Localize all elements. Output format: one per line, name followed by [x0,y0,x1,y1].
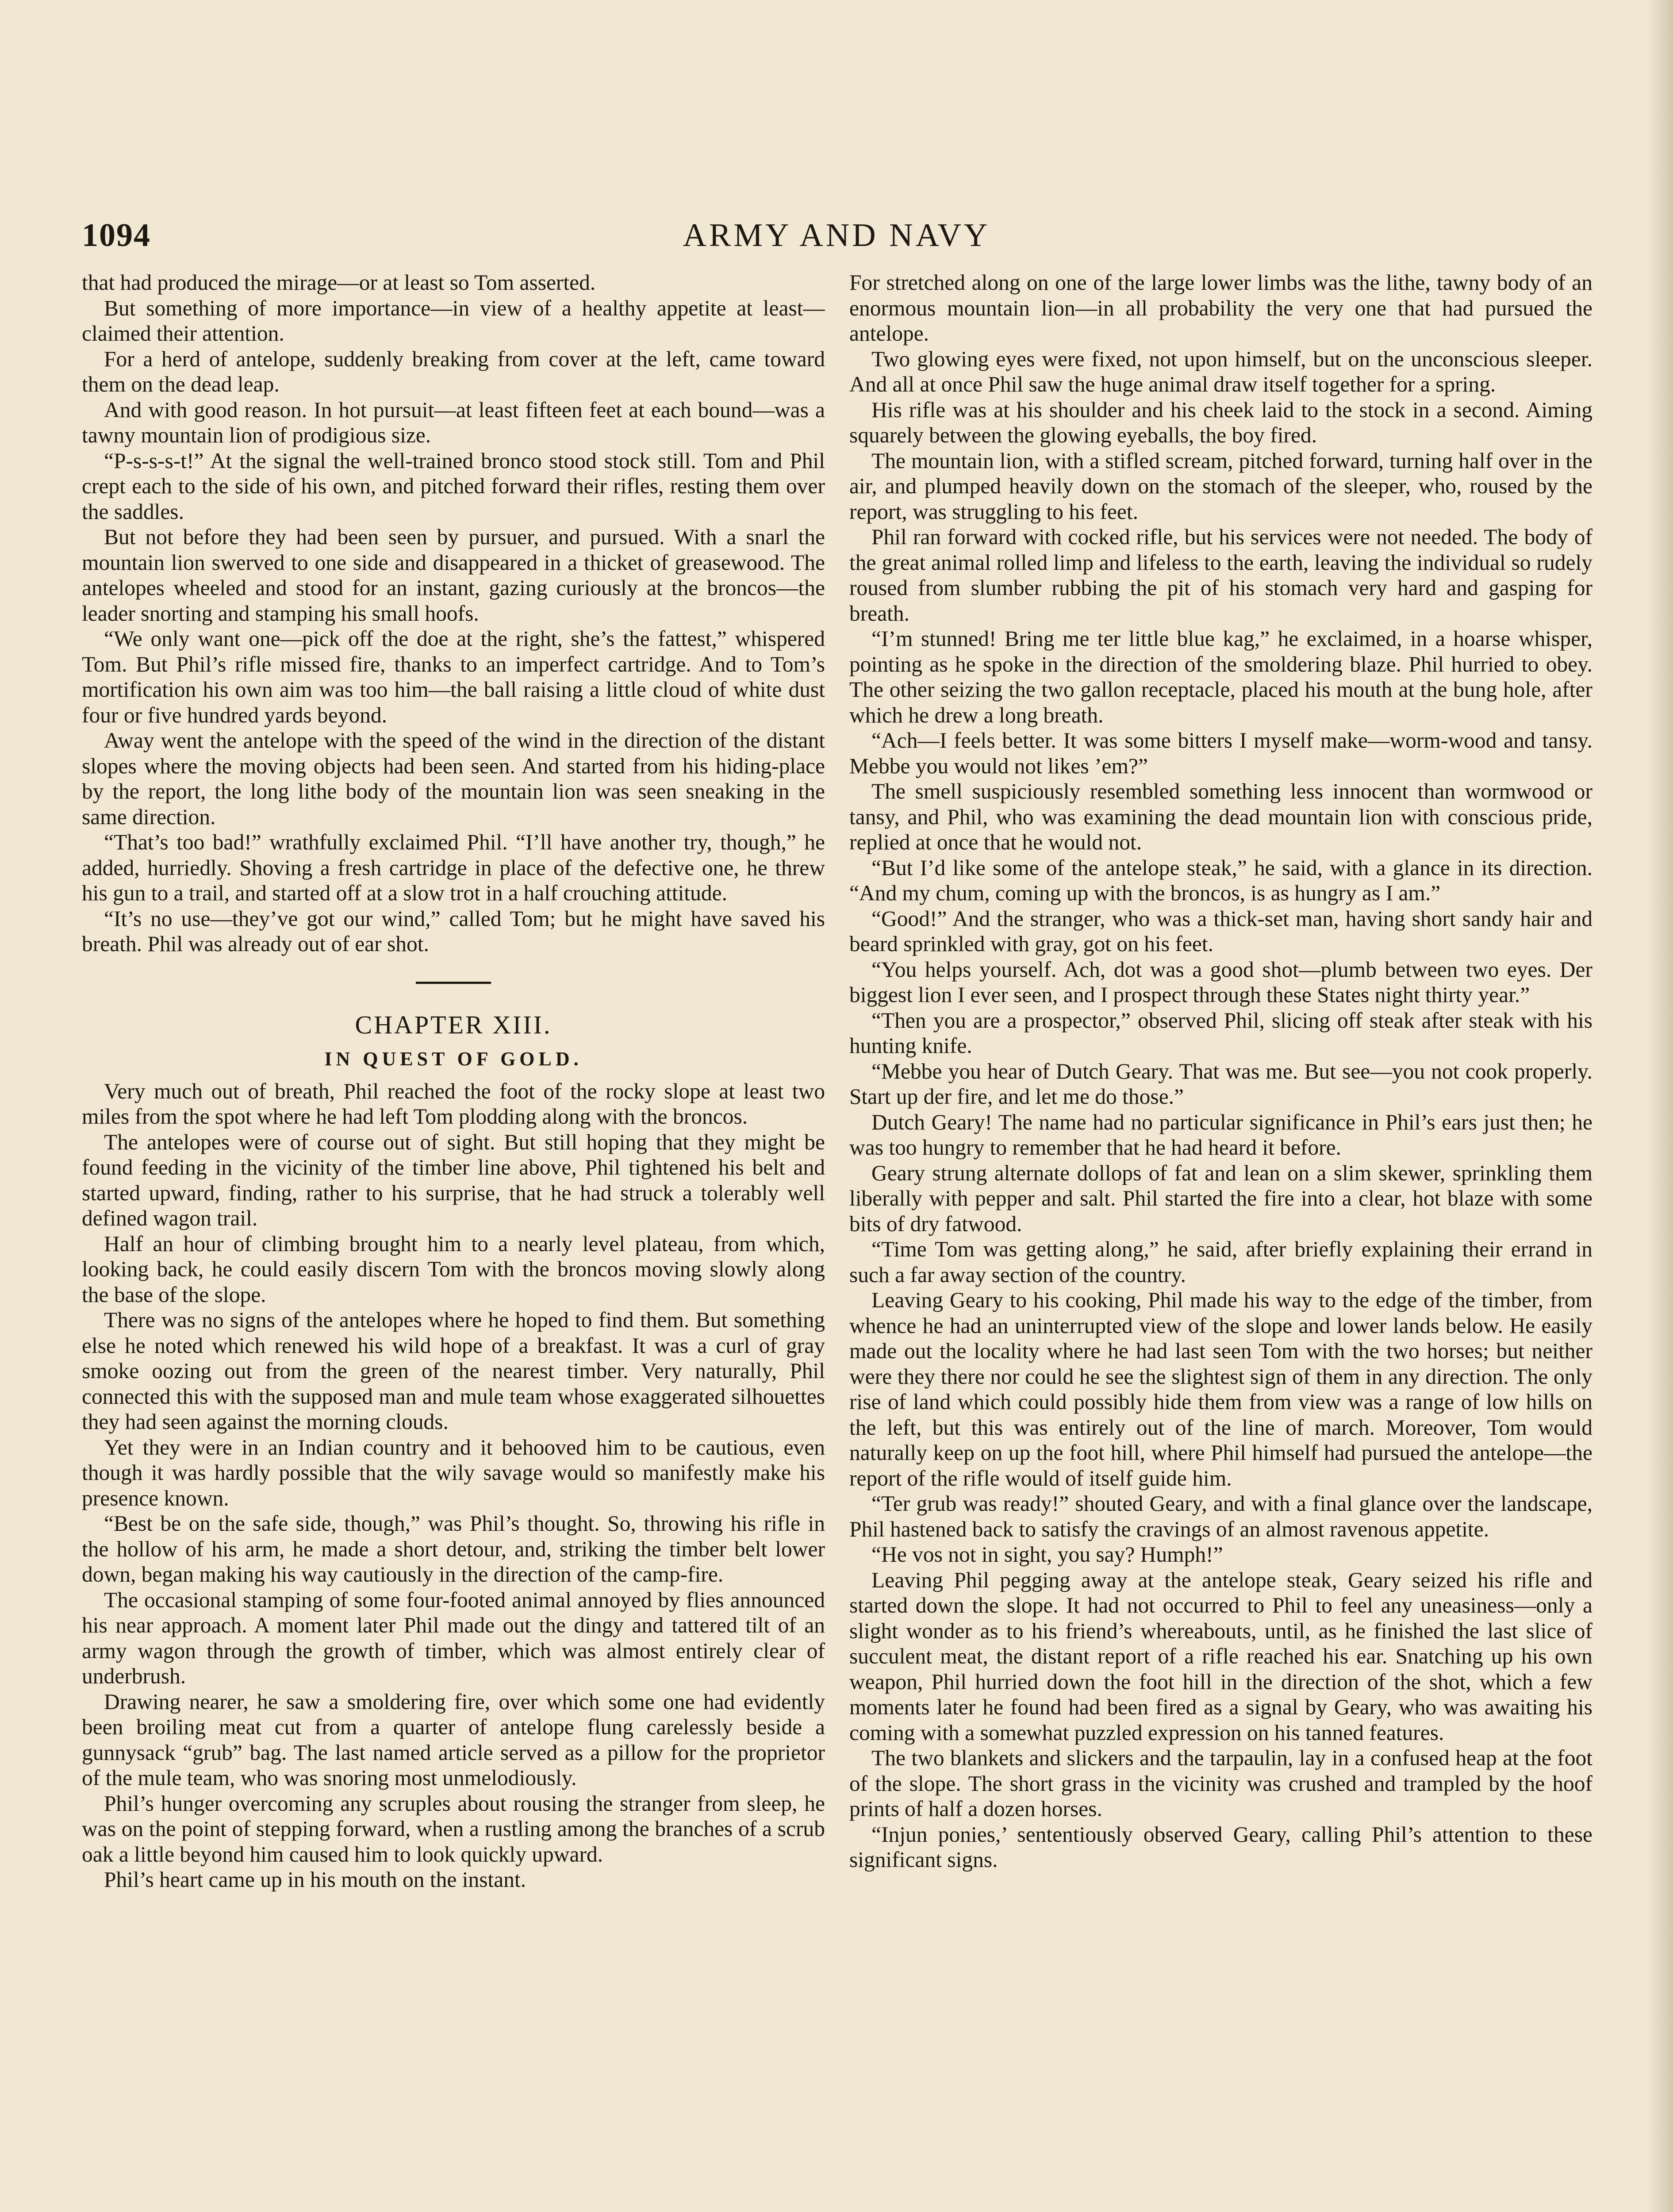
paragraph: “Mebbe you hear of Dutch Geary. That was me. But see—you not cook properly. Start up der fire, and let me do those.” [849,1059,1592,1109]
paragraph: “That’s too bad!” wrathfully exclaimed Phil. “I’ll have another try, though,” he added, hurriedly. Shoving a fresh cartridge in place of the defective one, he threw his gun to a trail, and started off at a slow trot in a half crouching attitude. [82,830,825,905]
paragraph: For a herd of antelope, suddenly breaking from cover at the left, came toward them on the dead leap. [82,346,825,396]
paragraph: There was no signs of the antelopes where he hoped to find them. But something else he noted which renewed his wild hope of a breakfast. It was a curl of gray smoke oozing out from the green of the nearest timber. Very naturally, Phil connected this with the supposed man and mule team whose exaggerated silhouettes they had seen against the morning clouds. [82,1308,825,1434]
section-divider [416,982,491,984]
paragraph: “Good!” And the stranger, who was a thick-set man, having short sandy hair and beard sprinkled with gray, got on his feet. [849,906,1592,956]
paragraph: Drawing nearer, he saw a smoldering fire, over which some one had evidently been broiling meat cut from a quarter of antelope flung carelessly beside a gunnysack “grub” bag. The last named article served as a pillow for the proprietor of the mule team, who was snoring most unmelodiously. [82,1689,825,1790]
paragraph: Dutch Geary! The name had no particular significance in Phil’s ears just then; he was too hungry to remember that he had heard it before. [849,1110,1592,1160]
right-paragraphs [849,270,1592,1873]
paragraph: “But I’d like some of the antelope steak,” he said, with a glance in its direction. “And my chum, coming up with the broncos, is as hungry as I am.” [849,855,1592,905]
right-column [849,270,1592,2212]
paragraph: Phil’s hunger overcoming any scruples about rousing the stranger from sleep, he was on the point of stepping forward, when a rustling among the branches of a scrub oak a little beyond him caused him to look quickly upward. [82,1791,825,1866]
paragraph: The antelopes were of course out of sight. But still hoping that they might be found feeding in the vicinity of the timber line above, Phil tightened his belt and started upward, finding, rather to his surprise, that he had struck a tolerably well defined wagon trail. [82,1129,825,1230]
left-paragraphs-after-chapter [82,1079,825,1893]
paragraph: “Ach—I feels better. It was some bitters I myself make—worm-wood and tansy. Mebbe you would not likes ’em?” [849,728,1592,778]
paragraph: Very much out of breath, Phil reached the foot of the rocky slope at least two miles from the spot where he had left Tom plodding along with the broncos. [82,1079,825,1129]
paragraph: “I’m stunned! Bring me ter little blue kag,” he exclaimed, in a hoarse whisper, pointing as he spoke in the direction of the smoldering blaze. Phil hurried to obey. The other seizing the two gallon receptacle, placed his mouth at the bung hole, after which he drew a long breath. [849,626,1592,727]
paragraph: “Injun ponies,’ sententiously observed Geary, calling Phil’s attention to these significant signs. [849,1822,1592,1872]
paragraph: Two glowing eyes were fixed, not upon himself, but on the unconscious sleeper. And all at once Phil saw the huge animal draw itself together for a spring. [849,346,1592,396]
paragraph: “Ter grub was ready!” shouted Geary, and with a final glance over the landscape, Phil hastened back to satisfy the cravings of an almost ravenous appetite. [849,1491,1592,1541]
paragraph: Phil ran forward with cocked rifle, but his services were not needed. The body of the great animal rolled limp and lifeless to the earth, leaving the individual so rudely roused from slumber rubbing the pit of his stomach very hard and gasping for breath. [849,525,1592,626]
page-edge-shadow [1646,0,1673,2212]
paragraph: The smell suspiciously resembled something less innocent than wormwood or tansy, and Phil, who was examining the dead mountain lion with conscious pride, replied at once that he would not. [849,779,1592,854]
paragraph: Half an hour of climbing brought him to a nearly level plateau, from which, looking back, he could easily discern Tom with the broncos moving slowly along the base of the slope. [82,1231,825,1307]
left-paragraphs-before-chapter [82,270,825,957]
paragraph: Leaving Geary to his cooking, Phil made his way to the edge of the timber, from whence he had an uninterrupted view of the slope and lower lands below. He easily made out the locality where he had last seen Tom with the two horses; but neither were they there nor could he see the slightest sign of them in any direction. The only rise of land which could possibly hide them from view was a range of low hills on the left, but this was entirely out of the line of march. Moreover, Tom would naturally keep on up the foot hill, where Phil himself had pursued the antelope—the report of the rifle would of itself guide him. [849,1288,1592,1490]
paragraph: His rifle was at his shoulder and his cheek laid to the stock in a second. Aiming squarely between the glowing eyeballs, the boy fired. [849,397,1592,447]
paragraph: “Best be on the safe side, though,” was Phil’s thought. So, throwing his rifle in the hollow of his arm, he made a short detour, and, striking the timber belt lower down, began making his way cautiously in the direction of the camp-fire. [82,1511,825,1586]
paragraph: “Time Tom was getting along,” he said, after briefly explaining their errand in such a far away section of the country. [849,1237,1592,1287]
page-header [82,212,1591,261]
running-title: ARMY AND NAVY [683,217,990,253]
paragraph: Phil’s heart came up in his mouth on the instant. [104,1867,526,1892]
chapter-title: CHAPTER XIII. [355,1010,552,1039]
paragraph: The mountain lion, with a stifled scream, pitched forward, turning half over in the air, and plumped heavily down on the stomach of the sleeper, who, roused by the report, was struggling to his feet. [849,448,1592,524]
paragraph: But something of more importance—in view of a healthy appetite at least—claimed their attention. [82,296,825,346]
page-number: 1094 [82,217,151,253]
paragraph: “Then you are a prospector,” observed Phil, slicing off steak after steak with his hunting knife. [849,1008,1592,1058]
paragraph: “We only want one—pick off the doe at the right, she’s the fattest,” whispered Tom. But Phil’s rifle missed fire, thanks to an imperfect cartridge. And to Tom’s mortification his own aim was too him—the ball raising a little cloud of white dust four or five hundred yards beyond. [82,626,825,727]
paragraph: The occasional stamping of some four-footed animal annoyed by flies announced his near approach. A moment later Phil made out the dingy and tattered tilt of an army wagon through the growth of timber, which was almost entirely clear of underbrush. [82,1587,825,1688]
paragraph: “You helps yourself. Ach, dot was a good shot—plumb between two eyes. Der biggest lion I ever seen, and I prospect through these States night thirty year.” [849,957,1592,1007]
paragraph: But not before they had been seen by pursuer, and pursued. With a snarl the mountain lion swerved to one side and disappeared in a thicket of greasewood. The antelopes wheeled and stood for an instant, gazing curiously at the broncos—the leader snorting and stamping his small hoofs. [82,525,825,626]
paragraph: Yet they were in an Indian country and it behooved him to be cautious, even though it was hardly possible that the wily savage would so manifestly make his presence known. [82,1435,825,1510]
paragraph: The two blankets and slickers and the tarpaulin, lay in a confused heap at the foot of the slope. The short grass in the vicinity was crushed and trampled by the hoof prints of half a dozen horses. [849,1746,1592,1821]
paragraph: “P-s-s-s-t!” At the signal the well-trained bronco stood stock still. Tom and Phil crept each to the side of his own, and pitched forward their rifles, resting them over the saddles. [82,448,825,524]
chapter-subtitle: IN QUEST OF GOLD. [324,1048,583,1070]
paragraph: “He vos not in sight, you say? Humph!” [871,1542,1223,1567]
paragraph: And with good reason. In hot pursuit—at least fifteen feet at each bound—was a tawny mountain lion of prodigious size. [82,397,825,447]
paragraph: For stretched along on one of the large lower limbs was the lithe, tawny body of an enormous mountain lion—in all probability the very one that had pursued the antelope. [849,270,1592,346]
paragraph: Leaving Phil pegging away at the antelope steak, Geary seized his rifle and started down the slope. It had not occurred to Phil to feel any uneasiness—only a slight wonder as to his friend’s whereabouts, until, as he finished the last slice of succulent meat, the distant report of a rifle reached his ear. Snatching up his own weapon, Phil hurried down the foot hill in the direction of the shot, which a few moments later he found had been fired as a signal by Geary, who was awaiting his coming with a somewhat puzzled expression on his tanned features. [849,1567,1592,1745]
paragraph: that had produced the mirage—or at least so Tom asserted. [82,270,596,295]
paragraph: Geary strung alternate dollops of fat and lean on a slim skewer, sprinkling them liberally with pepper and salt. Phil started the fire into a clear, hot blaze with some bits of dry fatwood. [849,1160,1592,1236]
paragraph: “It’s no use—they’ve got our wind,” called Tom; but he might have saved his breath. Phil was already out of ear shot. [82,906,825,956]
paragraph: Away went the antelope with the speed of the wind in the direction of the distant slopes where the moving objects had been seen. And started from his hiding-place by the report, the long lithe body of the mountain lion was seen sneaking in the same direction. [82,728,825,829]
left-column [82,270,825,2212]
